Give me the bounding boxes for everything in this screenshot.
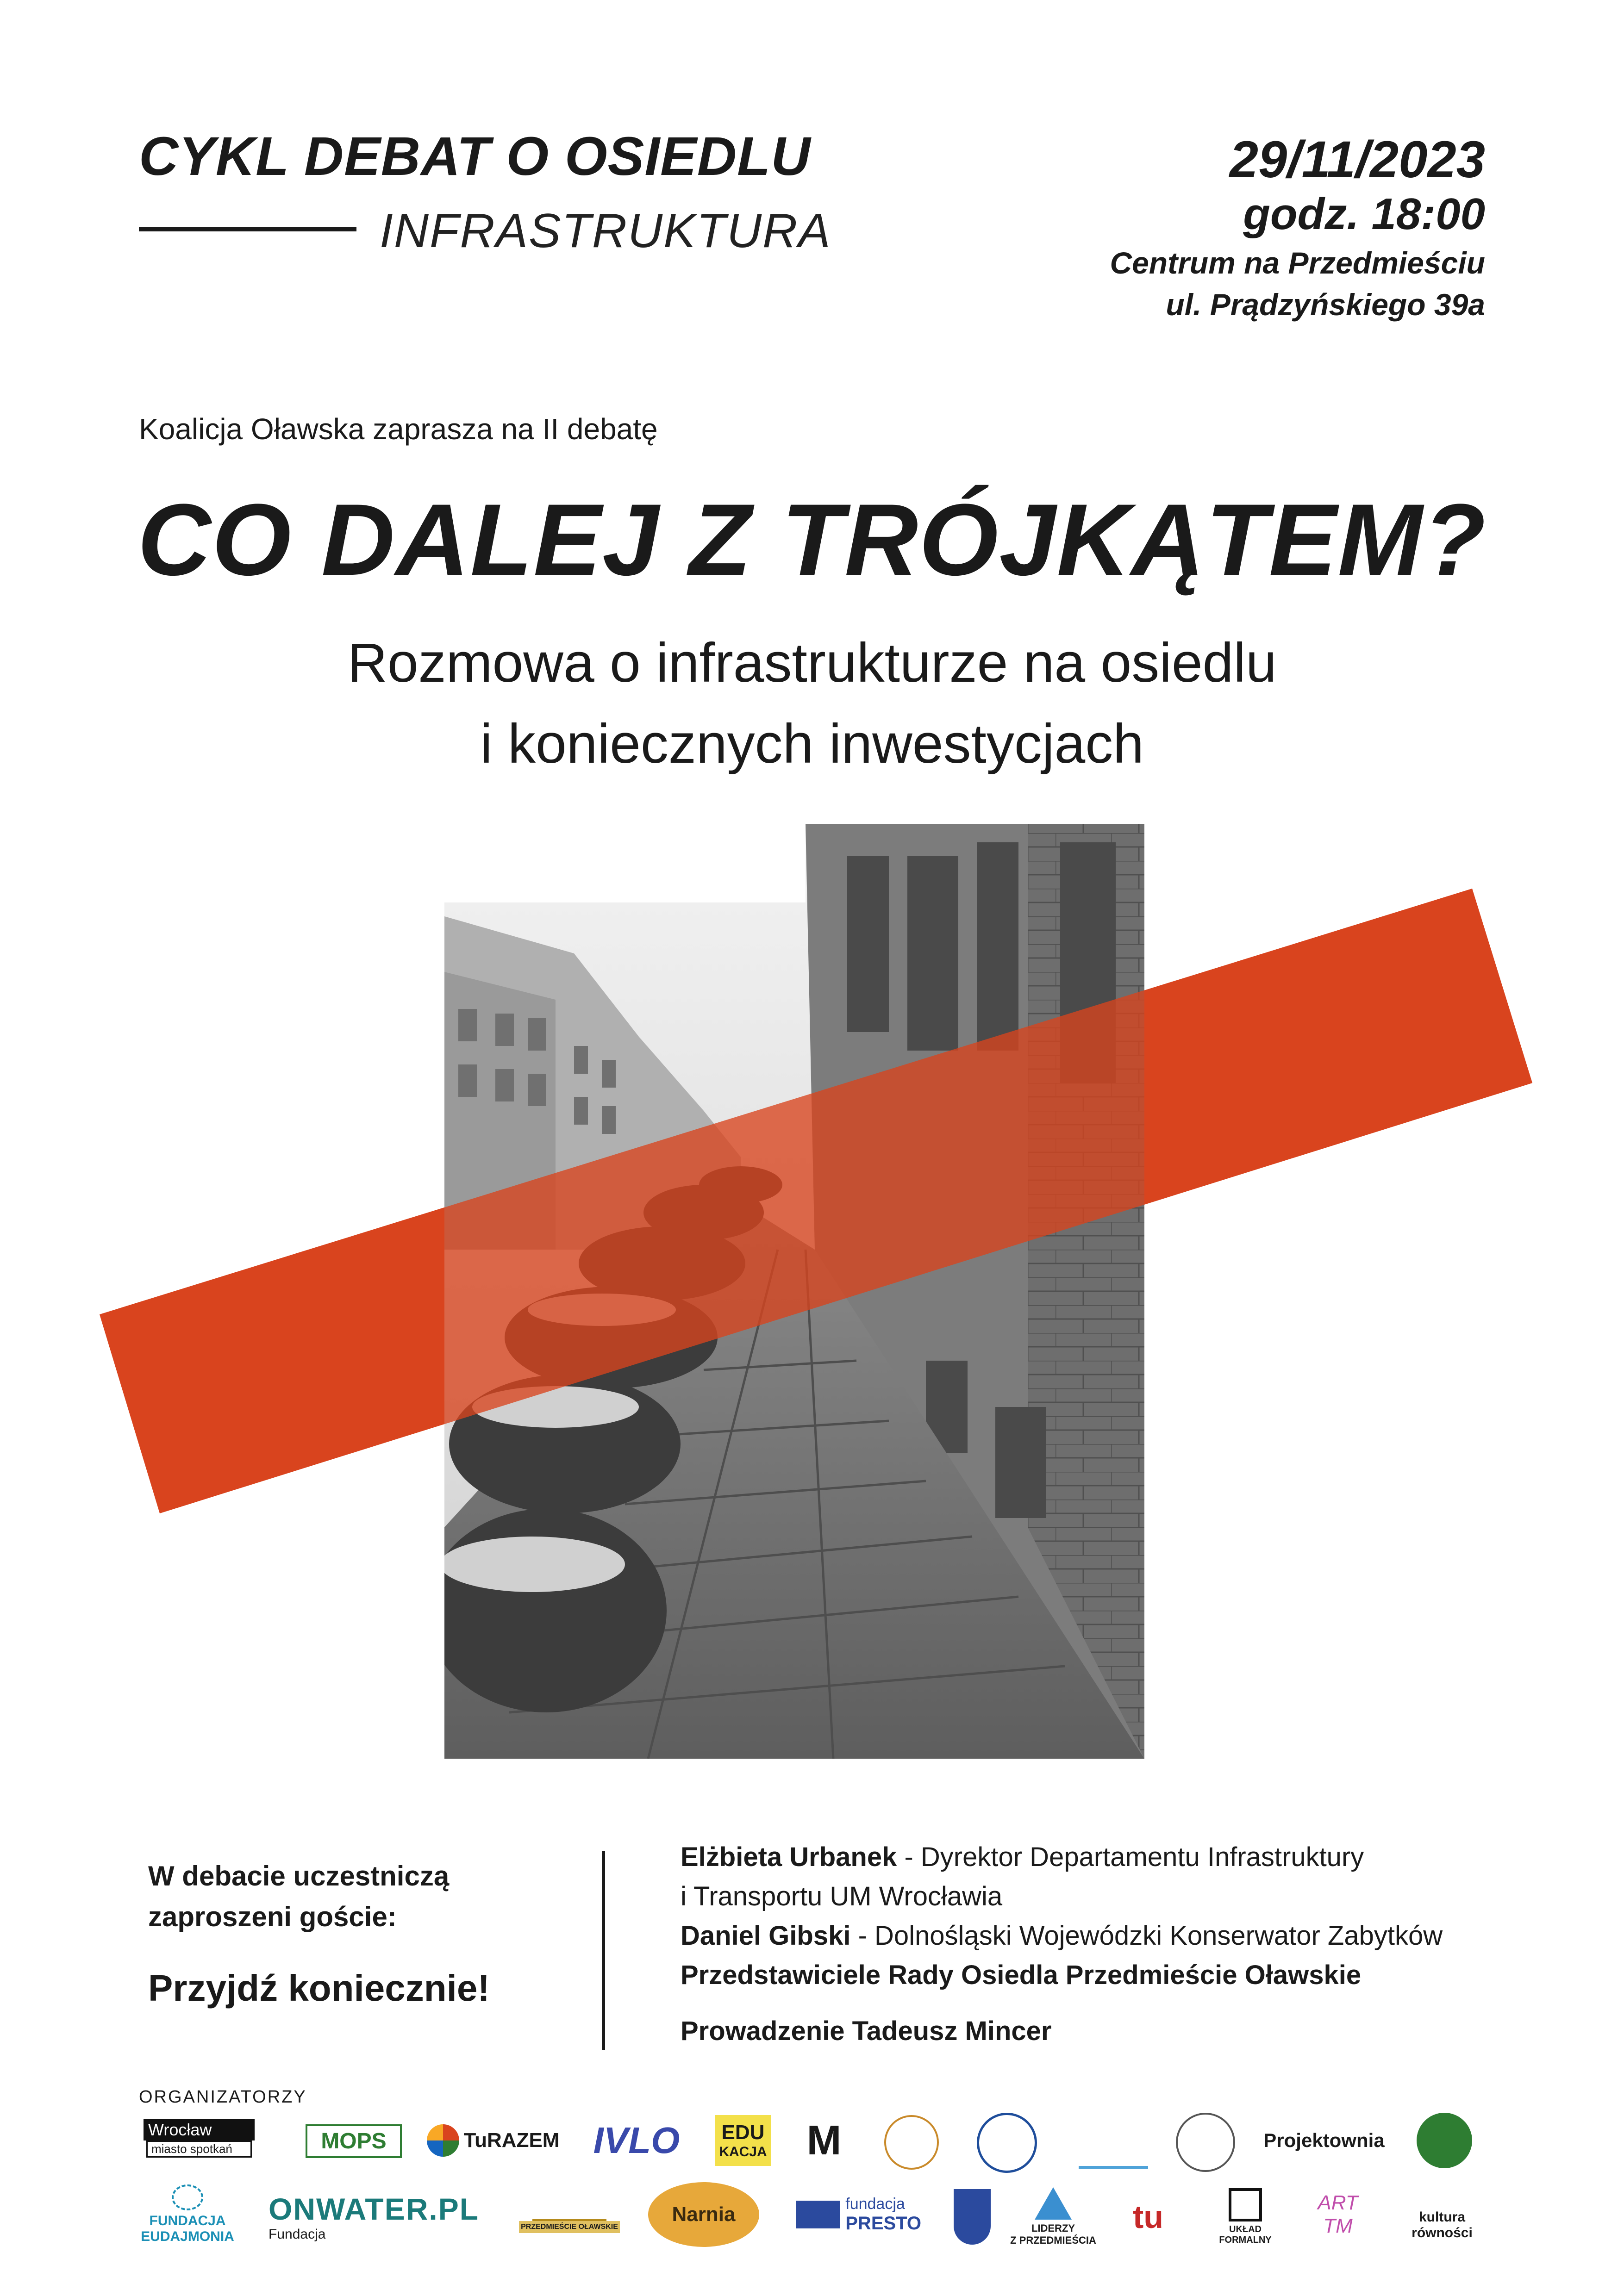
logo-presto: fundacja PRESTO bbox=[796, 2194, 921, 2235]
logo-turazem: TuRAZEM bbox=[421, 2120, 565, 2161]
event-address: ul. Prądzyńskiego 39a bbox=[1166, 287, 1485, 322]
logo-narnia: Narnia bbox=[648, 2182, 759, 2247]
guest-2-role: - Dolnośląski Wojewódzki Konserwator Zabytków bbox=[850, 1921, 1443, 1951]
red-band-right bbox=[1144, 889, 1532, 1203]
bow-icon bbox=[1430, 2193, 1454, 2207]
logo-shield bbox=[949, 2184, 995, 2249]
guest-1-name: Elżbieta Urbanek bbox=[681, 1842, 897, 1872]
logo-school bbox=[1079, 2115, 1148, 2169]
logo-m: M bbox=[806, 2117, 842, 2164]
event-time: godz. 18:00 bbox=[1243, 189, 1485, 239]
logo-crest-2 bbox=[977, 2113, 1037, 2173]
presto-icon bbox=[796, 2201, 840, 2228]
guest-2-name: Daniel Gibski bbox=[681, 1921, 851, 1951]
square-icon bbox=[1229, 2188, 1262, 2221]
logo-ivlo: IVLO bbox=[593, 2120, 680, 2161]
logo-edukacja: EDU KACJA bbox=[715, 2115, 771, 2166]
eudajmonia-icon bbox=[172, 2184, 203, 2210]
logo-eudajmonia: FUNDACJA EUDAJMONIA bbox=[137, 2184, 238, 2245]
guest-1-role: - Dyrektor Departamentu Infrastruktury bbox=[897, 1842, 1364, 1872]
subtitle-line-1: Rozmowa o infrastrukturze na osiedlu bbox=[347, 632, 1277, 694]
subtitle-line-2: i koniecznych inwestycjach bbox=[480, 713, 1144, 775]
guest-2 bbox=[681, 1916, 1443, 1955]
invitation-intro: Koalicja Oławska zaprasza na II debatę bbox=[139, 412, 658, 446]
event-date: 29/11/2023 bbox=[1229, 131, 1485, 188]
logo-liderzy: LIDERZY Z PRZEDMIEŚCIA bbox=[1014, 2184, 1093, 2249]
logo-art-tm: ART TM bbox=[1318, 2191, 1358, 2237]
guest-1-role-cont: i Transportu UM Wrocławia bbox=[681, 1881, 1003, 1911]
guests-divider bbox=[602, 1851, 605, 2050]
triangle-icon bbox=[1035, 2187, 1072, 2220]
photo-content bbox=[426, 824, 1144, 1759]
call-to-action: Przyjdź koniecznie! bbox=[148, 1967, 490, 2009]
guests-intro-line-2: zaproszeni goście: bbox=[148, 1901, 397, 1932]
logo-portrait bbox=[1176, 2113, 1235, 2172]
series-subtitle: INFRASTRUKTURA bbox=[380, 204, 831, 258]
event-venue: Centrum na Przedmieściu bbox=[1110, 246, 1485, 280]
skyline-icon bbox=[532, 2191, 606, 2221]
logo-tu: tu bbox=[1132, 2199, 1164, 2235]
organizers-label: ORGANIZATORZY bbox=[139, 2087, 307, 2107]
logo-green-circle bbox=[1417, 2113, 1472, 2168]
logo-crest-1 bbox=[884, 2115, 939, 2170]
turazem-icon bbox=[427, 2124, 459, 2157]
guest-list bbox=[681, 1837, 1443, 1995]
guest-1 bbox=[681, 1837, 1443, 1877]
series-title: CYKL DEBAT O OSIEDLU bbox=[139, 126, 811, 187]
logo-przedmiescie: PRZEDMIEŚCIE OŁAWSKIE bbox=[528, 2184, 611, 2240]
logo-onwater: ONWATER.PL Fundacja bbox=[269, 2192, 480, 2242]
shield-icon bbox=[954, 2189, 991, 2245]
logo-projektownia: Projektownia bbox=[1263, 2129, 1385, 2151]
logo-uklad-formalny: UKŁAD FORMALNY bbox=[1218, 2184, 1273, 2249]
logo-kultura-rownosci: kultura równości bbox=[1403, 2187, 1481, 2247]
logo-mops: MOPS bbox=[306, 2124, 402, 2158]
host: Prowadzenie Tadeusz Mincer bbox=[681, 2016, 1052, 2046]
logo-wroclaw: Wrocław miasto spotkań bbox=[139, 2120, 259, 2157]
main-title: CO DALEJ Z TRÓJKĄTEM? bbox=[137, 483, 1487, 597]
guest-3: Przedstawiciele Rady Osiedla Przedmieście Oławskie bbox=[681, 1960, 1362, 1990]
guests-intro-line-1: W debacie uczestniczą bbox=[148, 1860, 450, 1892]
guests-intro bbox=[148, 1856, 449, 1937]
